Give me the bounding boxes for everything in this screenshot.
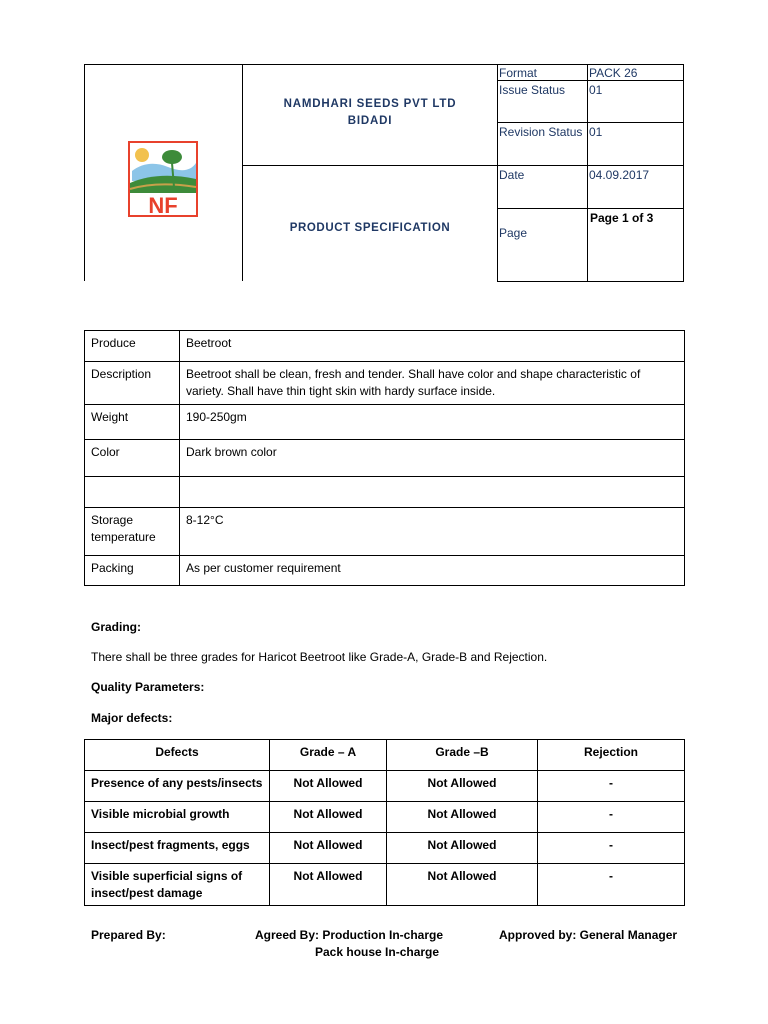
spec-label: Storage temperature	[85, 508, 180, 556]
spec-label: Description	[85, 362, 180, 405]
spec-label: Produce	[85, 331, 180, 362]
table-row	[85, 802, 685, 833]
col-header-defects: Defects	[85, 740, 270, 771]
spec-row-storage	[85, 508, 685, 556]
approved-by: Approved by: General Manager	[499, 928, 678, 942]
product-spec-table	[84, 330, 685, 586]
meta-row-line-3	[497, 165, 684, 166]
spec-row-color	[85, 440, 685, 477]
grade-b-value: Not Allowed	[387, 833, 538, 864]
spec-row-produce	[85, 331, 685, 362]
meta-row-line-1	[497, 80, 684, 81]
grade-a-value: Not Allowed	[270, 864, 387, 906]
meta-bottom-line	[497, 281, 684, 282]
page-label: Page	[499, 226, 528, 240]
grade-a-value: Not Allowed	[270, 833, 387, 864]
spec-value: As per customer requirement	[180, 556, 685, 586]
spec-value: 190-250gm	[180, 405, 685, 440]
grade-b-value: Not Allowed	[387, 802, 538, 833]
spec-value: Beetroot	[180, 331, 685, 362]
header-company-divider	[242, 165, 498, 166]
rejection-value: -	[538, 833, 685, 864]
format-label: Format	[499, 66, 538, 80]
header-divider-2	[497, 64, 498, 281]
rejection-value: -	[538, 771, 685, 802]
prepared-by: Prepared By:	[91, 928, 166, 942]
date-value: 04.09.2017	[589, 168, 650, 182]
major-defects-heading: Major defects:	[91, 711, 173, 725]
company-logo	[128, 141, 198, 217]
col-header-rejection: Rejection	[538, 740, 685, 771]
spec-label: Packing	[85, 556, 180, 586]
spec-value: Dark brown color	[180, 440, 685, 477]
major-defects-table	[84, 739, 685, 906]
header-top-border	[84, 64, 684, 65]
company-name-line-2: BIDADI	[347, 115, 393, 127]
spec-row-packing	[85, 556, 685, 586]
quality-parameters-heading: Quality Parameters:	[91, 680, 205, 694]
grading-heading: Grading:	[91, 620, 141, 634]
spec-value: 8-12°C	[180, 508, 685, 556]
issue-status-value: 01	[589, 83, 603, 97]
issue-status-label: Issue Status	[499, 83, 566, 97]
defects-header-row	[85, 740, 685, 771]
rejection-value: -	[538, 802, 685, 833]
grade-a-value: Not Allowed	[270, 771, 387, 802]
format-value: PACK 26	[589, 66, 638, 80]
header-right-border	[683, 64, 684, 281]
grade-b-value: Not Allowed	[387, 771, 538, 802]
date-label: Date	[499, 168, 525, 182]
meta-row-line-2	[497, 122, 684, 123]
header-divider-3	[587, 64, 588, 281]
spec-row-weight	[85, 405, 685, 440]
defect-name: Visible microbial growth	[85, 802, 270, 833]
company-name-line-1: NAMDHARI SEEDS PVT LTD	[283, 98, 457, 110]
spec-value	[180, 477, 685, 508]
spec-row-description	[85, 362, 685, 405]
header-left-border	[84, 64, 85, 281]
col-header-grade-b: Grade –B	[387, 740, 538, 771]
defect-name: Visible superficial signs of insect/pest damage	[85, 864, 270, 906]
defect-name: Insect/pest fragments, eggs	[85, 833, 270, 864]
spec-label: Color	[85, 440, 180, 477]
document-title: PRODUCT SPECIFICATION	[289, 222, 451, 234]
spec-label	[85, 477, 180, 508]
logo-text: NF	[148, 193, 178, 217]
table-row	[85, 864, 685, 906]
page-value: Page 1 of 3	[590, 211, 654, 225]
company-name	[243, 96, 497, 130]
defect-name: Presence of any pests/insects	[85, 771, 270, 802]
spec-value: Beetroot shall be clean, fresh and tender. Shall have color and shape characteristic of variety. Shall have thin tight skin with hardy surface inside.	[180, 362, 685, 405]
meta-row-line-4	[497, 208, 684, 209]
spec-row-empty	[85, 477, 685, 508]
agreed-by-line-2: Pack house In-charge	[315, 945, 440, 959]
revision-status-value: 01	[589, 125, 603, 139]
table-row	[85, 771, 685, 802]
spec-label: Weight	[85, 405, 180, 440]
agreed-by-line-1: Agreed By: Production In-charge	[255, 928, 444, 942]
grade-a-value: Not Allowed	[270, 802, 387, 833]
revision-status-label: Revision Status	[499, 125, 583, 139]
table-row	[85, 833, 685, 864]
rejection-value: -	[538, 864, 685, 906]
grading-text: There shall be three grades for Haricot Beetroot like Grade-A, Grade-B and Rejection.	[91, 650, 548, 664]
grade-b-value: Not Allowed	[387, 864, 538, 906]
col-header-grade-a: Grade – A	[270, 740, 387, 771]
